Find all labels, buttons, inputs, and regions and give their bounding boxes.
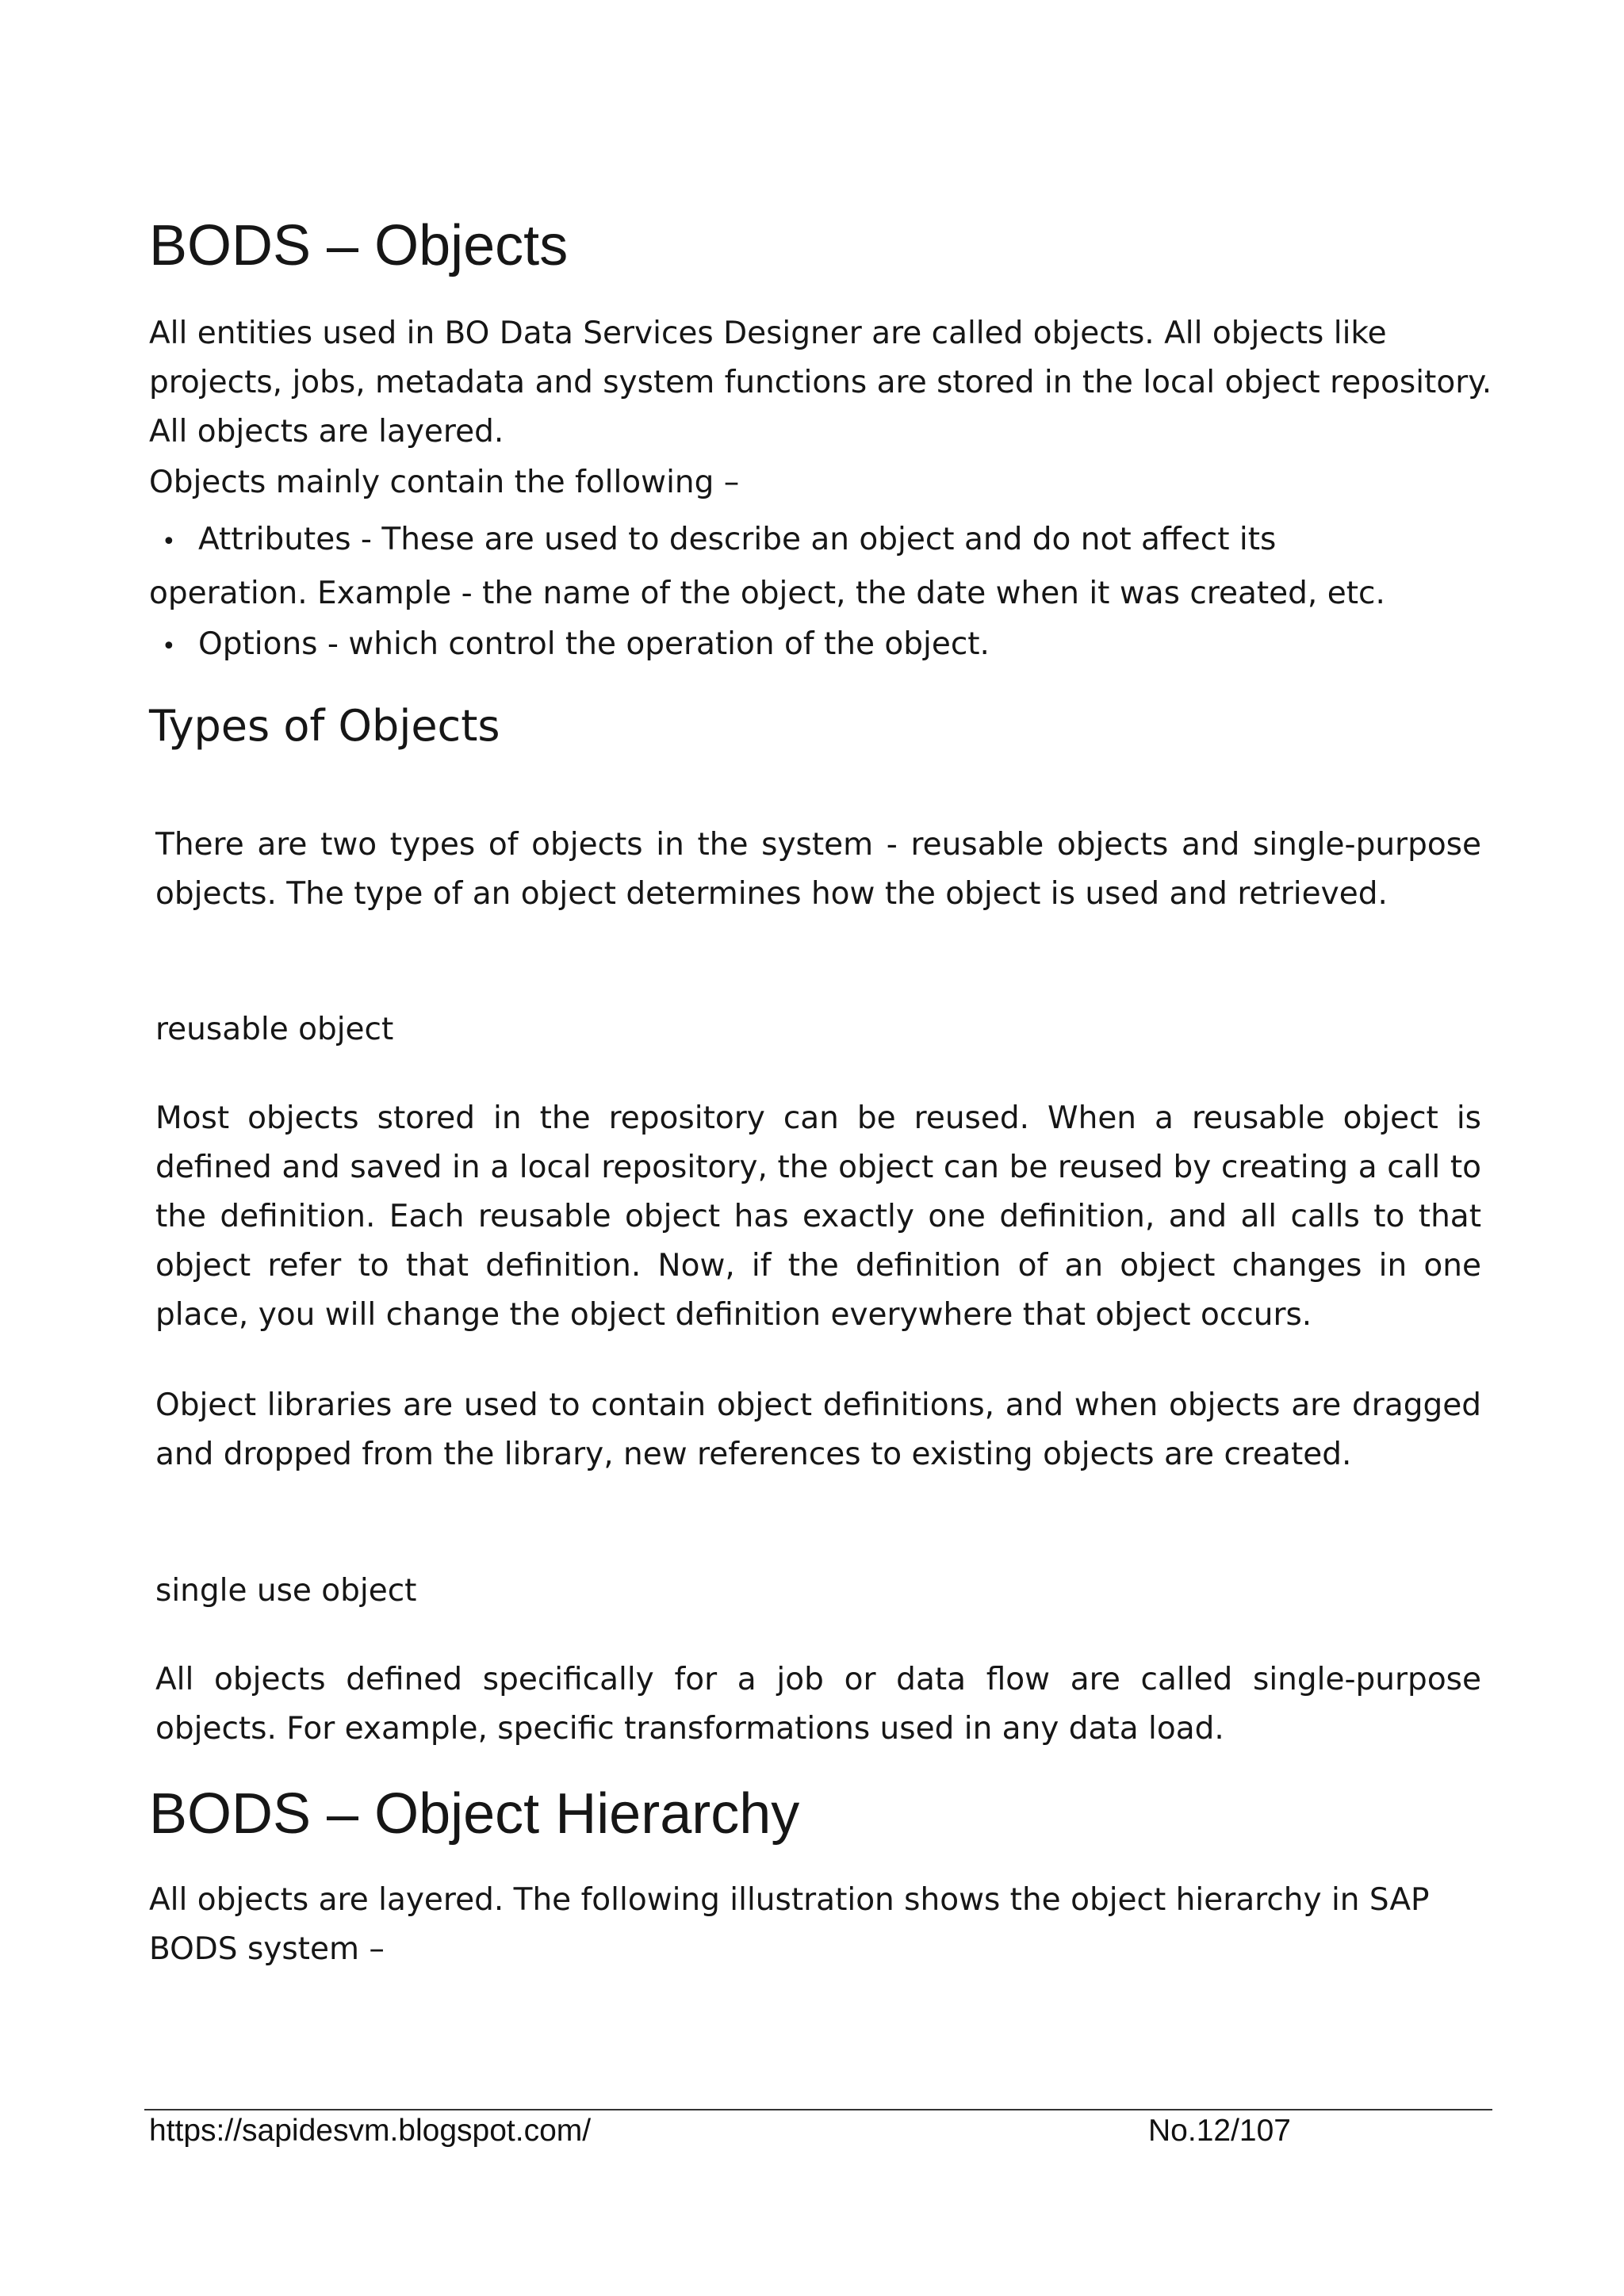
attributes-continuation-line: operation. Example - the name of the object, the date when it was created, etc. — [149, 576, 1385, 611]
section-title-types: Types of Objects — [149, 701, 500, 751]
types-paragraph: There are two types of objects in the system - reusable objects and single-purpose objects. The type of an object determines how the object is used and retrieved. — [155, 827, 1481, 912]
object-libraries-paragraph: Object libraries are used to contain object definitions, and when objects are dragged and dropped from the library, new references to existing objects are created. — [155, 1387, 1481, 1472]
objects-contain-line: Objects mainly contain the following – — [149, 465, 740, 500]
reusable-object-heading: reusable object — [155, 1012, 394, 1047]
bullet-item-options — [149, 620, 990, 672]
footer-divider — [144, 2109, 1492, 2110]
objects-intro-paragraph: All entities used in BO Data Services Designer are called objects. All objects like projects, jobs, metadata and system functions are stored in the local object repository. All objects are layered. — [149, 316, 1492, 450]
bullet-item-attributes — [149, 515, 1276, 567]
single-use-object-heading: single use object — [155, 1573, 417, 1609]
single-use-object-paragraph: All objects defined specifically for a job or data flow are called single-purpose objects. For example, specific transformations used in any data load. — [155, 1662, 1481, 1747]
bullet-text: Attributes - These are used to describe an object and do not affect its — [198, 522, 1277, 557]
reusable-object-paragraph: Most objects stored in the repository can be reused. When a reusable object is defined and saved in a local repository, the object can be reused by creating a call to the definition. Each reusable object has exactly one definition, and all calls to that object refer to that definition. Now, if the definition of an object changes in one place, you will change the object definition everywhere that object occurs. — [155, 1100, 1481, 1333]
section-title-hierarchy: BODS – Object Hierarchy — [149, 1782, 800, 1846]
footer-page-number: No.12/107 — [1148, 2114, 1291, 2148]
bullet-text: Options - which control the operation of the object. — [198, 626, 990, 662]
hierarchy-paragraph: All objects are layered. The following illustration shows the object hierarchy in SAP BODS system – — [149, 1882, 1430, 1967]
section-title-objects: BODS – Objects — [149, 214, 569, 277]
bullet-icon: • — [162, 633, 176, 660]
footer-url: https://sapidesvm.blogspot.com/ — [149, 2114, 592, 2148]
bullet-icon: • — [162, 528, 176, 556]
